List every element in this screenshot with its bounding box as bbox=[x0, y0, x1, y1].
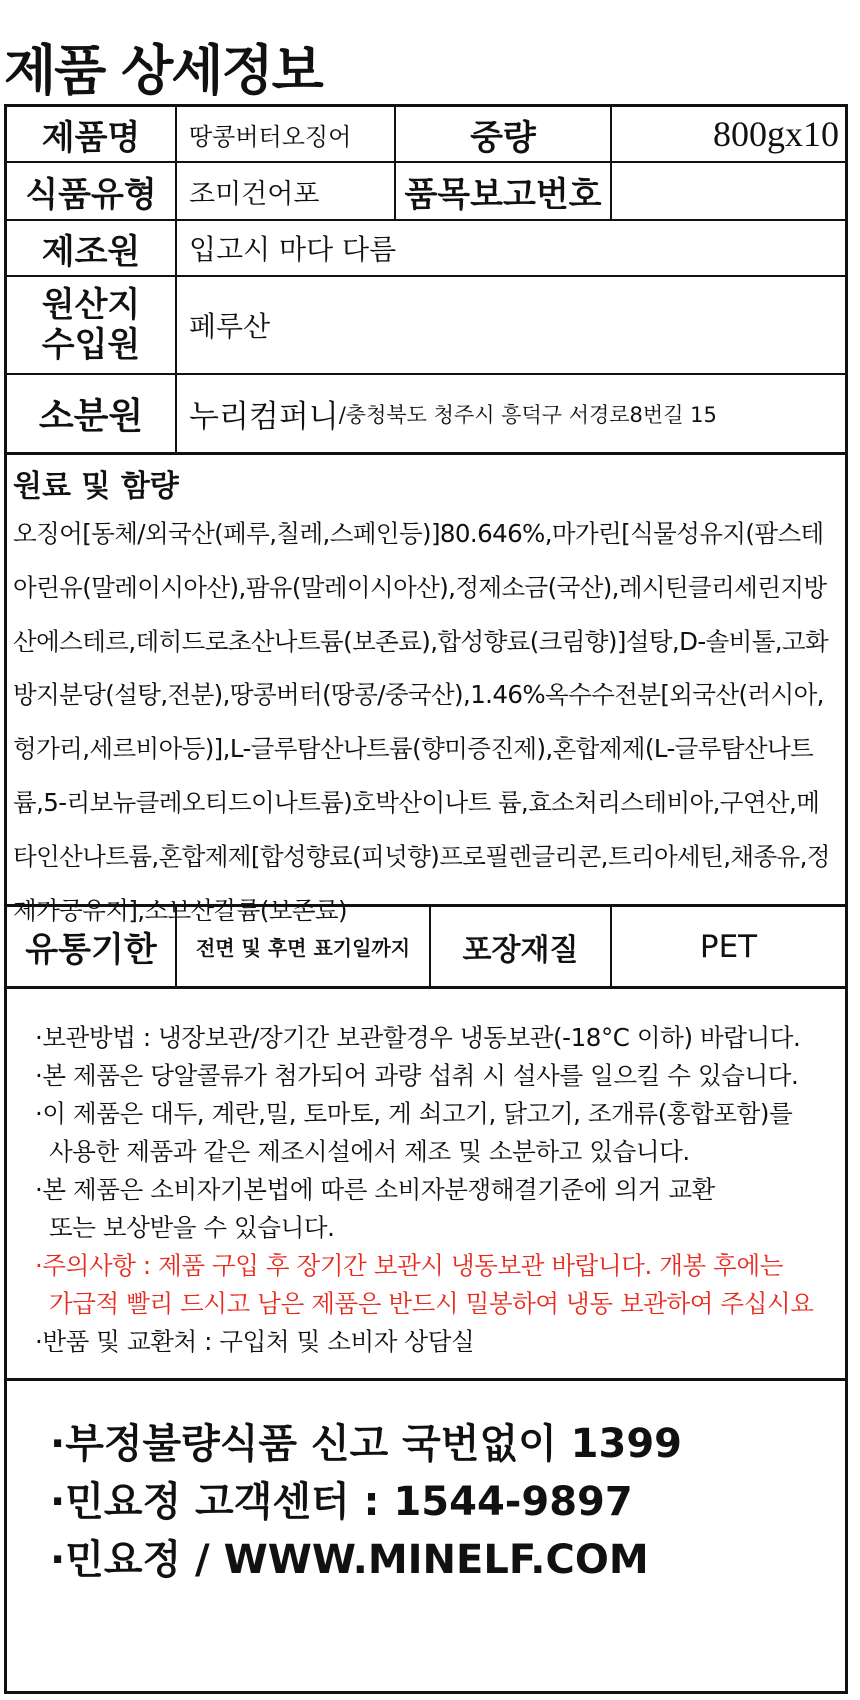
food-type-label: 식품유형 bbox=[7, 163, 177, 219]
weight-label: 중량 bbox=[396, 107, 612, 161]
product-name-label: 제품명 bbox=[7, 107, 177, 161]
note-line: ·주의사항 : 제품 구입 후 장기간 보관시 냉동보관 바랍니다. 개봉 후에는 bbox=[35, 1251, 783, 1280]
note-line: 가급적 빨리 드시고 남은 제품은 반드시 밀봉하여 냉동 보관하여 주십시요 bbox=[49, 1289, 814, 1318]
distributor-address: /충청북도 청주시 흥덕구 서경로8번길 15 bbox=[338, 402, 717, 427]
product-name-value: 땅콩버터오징어 bbox=[177, 107, 396, 161]
website-link[interactable]: ·민요정 / WWW.MINELF.COM bbox=[50, 1537, 649, 1583]
note-line: ·보관방법 : 냉장보관/장기간 보관할경우 냉동보관(-18°C 이하) 바랍니다. bbox=[35, 1023, 801, 1052]
note-line: 사용한 제품과 같은 제조시설에서 제조 및 소분하고 있습니다. bbox=[49, 1137, 690, 1166]
packaging-label: 포장재질 bbox=[431, 907, 612, 986]
note-line: ·본 제품은 당알콜류가 첨가되어 과량 섭취 시 설사를 일으킬 수 있습니다. bbox=[35, 1061, 799, 1090]
expiry-label: 유통기한 bbox=[7, 907, 177, 986]
row-distributor bbox=[7, 375, 845, 455]
origin-label-line2: 수입원 bbox=[41, 325, 141, 365]
food-type-value: 조미건어포 bbox=[177, 163, 396, 219]
notes-list bbox=[35, 1019, 839, 1361]
report-no-label: 품목보고번호 bbox=[396, 163, 612, 219]
origin-label-line1: 원산지 bbox=[41, 285, 141, 325]
note-line: 또는 보상받을 수 있습니다. bbox=[49, 1213, 335, 1242]
distributor-label: 소분원 bbox=[7, 375, 177, 452]
expiry-value: 전면 및 후면 표기일까지 bbox=[177, 907, 431, 986]
distributor-value bbox=[177, 375, 845, 452]
row-expiry bbox=[7, 907, 845, 989]
origin-label bbox=[7, 277, 177, 373]
packaging-value: PET bbox=[699, 928, 758, 965]
row-product-name bbox=[7, 107, 845, 163]
report-hotline: ·부정불량식품 신고 국번없이 1399 bbox=[50, 1421, 682, 1467]
row-food-type bbox=[7, 163, 845, 221]
manufacturer-label: 제조원 bbox=[7, 221, 177, 275]
note-line: ·반품 및 교환처 : 구입처 및 소비자 상담실 bbox=[35, 1327, 475, 1356]
ingredients-section bbox=[7, 455, 845, 925]
ingredients-text: 오징어[동체/외국산(페루,칠레,스페인등)]80.646%,마가린[식물성유지(팜스테아린유(말레이시아산),팜유(말레이시아산),정제소금(국산),레시틴클리세린지방산에스테르,데히드로초산나트륨(보존료),합성향료(크림향)]설탕,D-솔비톨,고화방지분당(설탕,전분),땅콩버터(땅콩/중국산),1.46%옥수수전분[외국산(러시아,헝가리,세르비아등)],L-글루탐산나트륨(향미증진제),혼합제제(L-글루탐산나트륨,5-리보뉴클레오티드이나트륨)호박산이나트 륨,효소처리스테비아,구연산,메타인산나트륨,혼합제제[합성향료(피넛향)프로필렌글리콘,트리아세틴,채종유,정제가공유지],소브산칼륨(보존료) bbox=[13, 519, 830, 925]
note-line: ·이 제품은 대두, 계란,밀, 토마토, 게 쇠고기, 닭고기, 조개류(홍합포함)를 bbox=[35, 1099, 793, 1128]
weight-value: 800gx10 bbox=[713, 114, 839, 154]
contact-section bbox=[50, 1415, 682, 1589]
ingredients-label: 원료 및 함량 bbox=[13, 469, 179, 504]
distributor-name: 누리컴퍼니 bbox=[189, 399, 339, 435]
manufacturer-value: 입고시 마다 다름 bbox=[189, 233, 397, 266]
notes-section bbox=[7, 989, 845, 1381]
report-no-value bbox=[612, 163, 845, 219]
origin-value: 페루산 bbox=[189, 310, 271, 343]
row-origin bbox=[7, 277, 845, 375]
page-title: 제품 상세정보 bbox=[4, 39, 322, 102]
customer-center: ·민요정 고객센터 : 1544-9897 bbox=[50, 1479, 633, 1525]
note-line: ·본 제품은 소비자기본법에 따른 소비자분쟁해결기준에 의거 교환 bbox=[35, 1175, 715, 1204]
row-manufacturer bbox=[7, 221, 845, 277]
